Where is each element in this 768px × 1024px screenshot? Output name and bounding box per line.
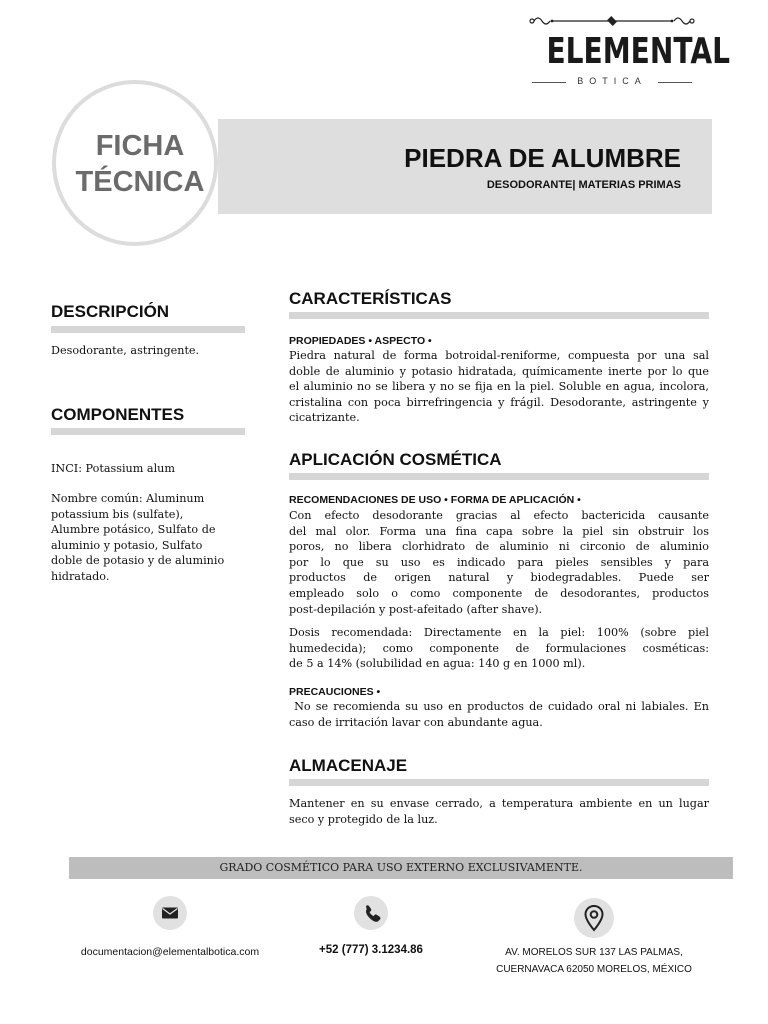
recomendaciones-subheading: RECOMENDACIONES DE USO • FORMA DE APLICACIÓN • — [289, 494, 581, 506]
text-line: por lo que su uso es indicado para pieles sensibles y para — [289, 555, 709, 569]
text-line: Mantener en su envase cerrado, a temperatura ambiente en un lugar — [289, 797, 709, 810]
almacenaje-heading: ALMACENAJE — [289, 756, 408, 775]
almacenaje-text — [289, 796, 709, 827]
contact-phone[interactable]: +52 (777) 3.1234.86 — [319, 944, 423, 956]
text-line: cristalina con poca birrefringencia y frágil. Desodorante, astringente y — [289, 395, 709, 409]
section-divider — [289, 779, 709, 786]
section-divider — [289, 312, 709, 319]
aplicacion-text — [289, 508, 709, 617]
section-divider — [51, 428, 245, 435]
text-line: Nombre común: Aluminum — [51, 492, 205, 505]
dosis-text — [289, 625, 709, 672]
brand-name: ELEMENTAL — [546, 31, 730, 72]
text-line: humedecida); como componente de formulaciones cosméticas: — [289, 641, 709, 655]
text-line: Dosis recomendada: Directamente en la piel: 100% (sobre piel — [289, 626, 709, 639]
address-line: CUERNAVACA 62050 MORELOS, MÉXICO — [496, 964, 692, 975]
contact-address — [462, 944, 726, 978]
ficha-tecnica-label — [52, 128, 228, 200]
text-line: hidratado. — [51, 569, 110, 583]
caracteristicas-text — [289, 348, 709, 426]
nombre-comun-text — [51, 491, 261, 585]
page-title: PIEDRA DE ALUMBRE — [404, 143, 681, 173]
page-subtitle: DESODORANTE| MATERIAS PRIMAS — [486, 179, 681, 191]
descripcion-heading: DESCRIPCIÓN — [51, 302, 170, 321]
mail-icon — [153, 896, 187, 930]
text-line: seco y protegido de la luz. — [289, 812, 438, 826]
precauciones-subheading: PRECAUCIONES • — [289, 686, 381, 698]
propiedades-subheading: PROPIEDADES • ASPECTO • — [289, 335, 432, 347]
address-line: AV. MORELOS SUR 137 LAS PALMAS, — [505, 947, 683, 958]
text-line: potassium bis (sulfate), — [51, 507, 184, 521]
text-line: cicatrizante. — [289, 411, 360, 425]
section-divider — [51, 326, 245, 333]
text-line: post-depilación y post-afeitado (after shave). — [289, 602, 543, 616]
section-divider — [289, 473, 709, 480]
text-line: caso de irritación lavar con abundante agua. — [289, 715, 543, 729]
text-line: poros, no libera clorhidrato de aluminio ni circonio de aluminio — [289, 540, 709, 554]
ficha-line: FICHA — [95, 130, 185, 162]
text-line: Alumbre potásico, Sulfato de — [51, 523, 216, 537]
location-pin-icon — [574, 898, 614, 938]
logo-ornament-icon — [528, 14, 696, 28]
text-line: del mal olor. Forma una fina capa sobre la piel sin obstruir los — [289, 524, 709, 538]
text-line: doble de aluminio y potasio hidratada, químicamente inerte por lo que — [289, 364, 709, 378]
text-line: el aluminio no se libera y no se fija en la piel. Soluble en agua, incolora, — [289, 380, 709, 394]
precauciones-text — [289, 699, 709, 730]
footer-band-text: GRADO COSMÉTICO PARA USO EXTERNO EXCLUSIVAMENTE. — [219, 861, 583, 874]
phone-icon — [354, 896, 388, 930]
contact-email[interactable]: documentacion@elementalbotica.com — [80, 946, 260, 958]
text-line: productos de origen natural y biodegradables. Puede ser — [289, 571, 709, 585]
text-line: Con efecto desodorante gracias al efecto bactericida causante — [289, 509, 709, 522]
brand-logo — [528, 12, 730, 88]
aplicacion-heading: APLICACIÓN COSMÉTICA — [289, 450, 502, 469]
componentes-heading: COMPONENTES — [51, 405, 185, 424]
caracteristicas-heading: CARACTERÍSTICAS — [289, 289, 452, 308]
text-line: empleado solo o como componente de desodorantes, productos — [289, 586, 709, 600]
brand-sub: BOTICA — [577, 76, 647, 86]
text-line: aluminio y potasio, Sulfato — [51, 538, 203, 552]
text-line: No se recomienda su uso en productos de cuidado oral ni labiales. En — [289, 700, 709, 713]
descripcion-text: Desodorante, astringente. — [51, 344, 200, 357]
text-line: doble de potasio y de aluminio — [51, 554, 225, 568]
text-line: de 5 a 14% (solubilidad en agua: 140 g en 1000 ml). — [289, 657, 586, 671]
inci-text: INCI: Potassium alum — [51, 462, 175, 475]
ficha-line: TÉCNICA — [75, 166, 205, 198]
text-line: Piedra natural de forma botroidal-reniforme, compuesta por una sal — [289, 349, 709, 362]
